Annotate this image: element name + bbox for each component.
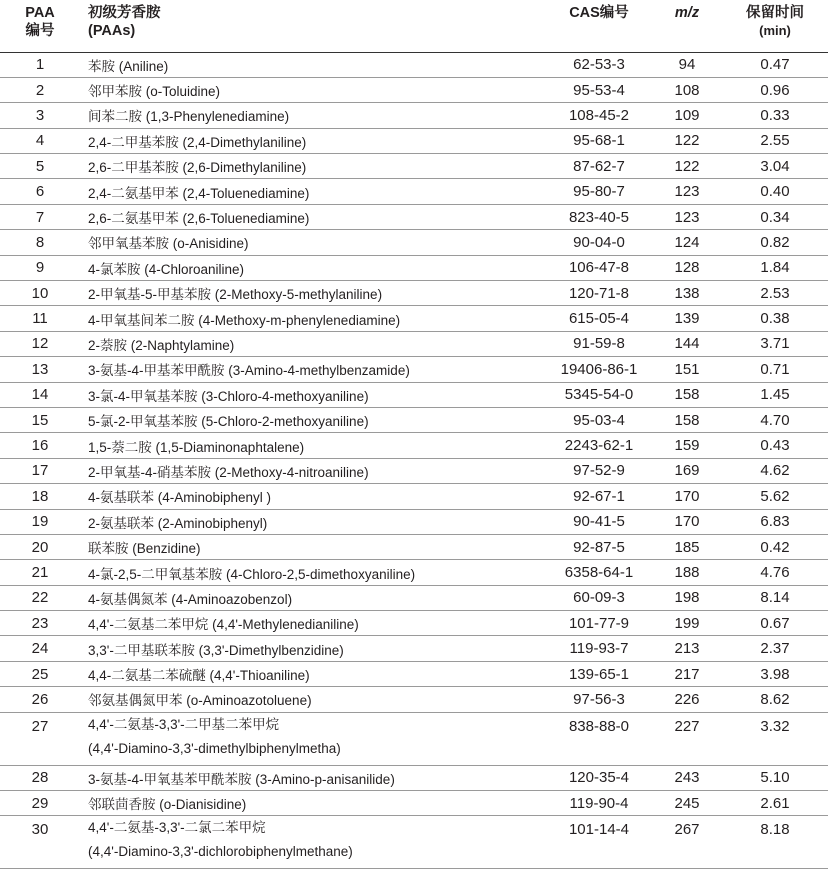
compound-name-cell xyxy=(80,230,546,255)
compound-name-line1: 1,5-萘二胺 (1,5-Diaminonaphtalene) xyxy=(88,439,305,455)
compound-name-line1: 5-氯-2-甲氧基苯胺 (5-Chloro-2-methoxyaniline) xyxy=(88,414,369,430)
compound-name-line1: 4-甲氧基间苯二胺 (4-Methoxy-m-phenylenediamine) xyxy=(88,312,401,328)
table-row xyxy=(0,52,828,77)
table-row xyxy=(0,230,828,255)
retention-time-cell: 4.62 xyxy=(722,458,828,483)
compound-name-cell xyxy=(80,712,546,765)
paa-number-cell: 2 xyxy=(0,77,80,102)
retention-time-cell: 0.71 xyxy=(722,357,828,382)
paa-number-cell: 15 xyxy=(0,407,80,432)
compound-name-line1: 2,4-二甲基苯胺 (2,4-Dimethylaniline) xyxy=(88,134,307,150)
compound-name-line1: 邻联茴香胺 (o-Dianisidine) xyxy=(88,797,247,813)
cas-number-cell: 60-09-3 xyxy=(546,585,652,610)
cas-number-cell: 106-47-8 xyxy=(546,255,652,280)
compound-name-line1: 3,3'-二甲基联苯胺 (3,3'-Dimethylbenzidine) xyxy=(88,642,344,658)
paa-number-cell: 29 xyxy=(0,791,80,816)
paa-number-cell: 24 xyxy=(0,636,80,661)
mz-cell: 185 xyxy=(652,534,722,559)
mz-cell: 108 xyxy=(652,77,722,102)
table-row xyxy=(0,154,828,179)
table-row xyxy=(0,712,828,765)
compound-name-cell xyxy=(80,560,546,585)
retention-time-cell: 5.62 xyxy=(722,484,828,509)
retention-time-cell: 0.33 xyxy=(722,103,828,128)
retention-time-cell: 0.42 xyxy=(722,534,828,559)
compound-name-line1: 4,4-二氨基二苯硫醚 (4,4'-Thioaniline) xyxy=(88,668,310,684)
mz-cell: 188 xyxy=(652,560,722,585)
compound-name-line1: 2,4-二氨基甲苯 (2,4-Toluenediamine) xyxy=(88,185,310,201)
compound-name-line1: 2-甲氧基-4-硝基苯胺 (2-Methoxy-4-nitroaniline) xyxy=(88,464,369,480)
cas-number-cell: 823-40-5 xyxy=(546,204,652,229)
retention-time-cell: 2.55 xyxy=(722,128,828,153)
table-row xyxy=(0,765,828,790)
header-name-line2: (PAAs) xyxy=(88,23,136,39)
compound-name-cell xyxy=(80,534,546,559)
retention-time-cell: 2.37 xyxy=(722,636,828,661)
table-header xyxy=(0,0,828,52)
table-row xyxy=(0,331,828,356)
mz-cell: 226 xyxy=(652,687,722,712)
compound-name-line1: 联苯胺 (Benzidine) xyxy=(88,541,201,557)
cas-number-cell: 87-62-7 xyxy=(546,154,652,179)
compound-name-line1: 4,4'-二氨基二苯甲烷 (4,4'-Methylenedianiline) xyxy=(88,617,359,633)
paa-number-cell: 7 xyxy=(0,204,80,229)
compound-name-cell xyxy=(80,281,546,306)
compound-name-cell xyxy=(80,687,546,712)
compound-name-line2: (4,4'-Diamino-3,3'-dichlorobiphenylmethane) xyxy=(88,844,353,860)
retention-time-cell: 0.34 xyxy=(722,204,828,229)
compound-name-line1: 间苯二胺 (1,3-Phenylenediamine) xyxy=(88,109,290,125)
retention-time-cell: 3.04 xyxy=(722,154,828,179)
paa-number-cell: 4 xyxy=(0,128,80,153)
mz-cell: 144 xyxy=(652,331,722,356)
table-row xyxy=(0,661,828,686)
table-row xyxy=(0,357,828,382)
compound-name-line1: 3-氨基-4-甲氧基苯甲酰苯胺 (3-Amino-p-anisanilide) xyxy=(88,771,395,787)
table-row xyxy=(0,791,828,816)
compound-name-cell xyxy=(80,357,546,382)
retention-time-cell: 1.84 xyxy=(722,255,828,280)
cas-number-cell: 838-88-0 xyxy=(546,712,652,765)
retention-time-cell: 8.14 xyxy=(722,585,828,610)
paa-number-cell: 18 xyxy=(0,484,80,509)
table-row xyxy=(0,204,828,229)
header-paa-line1: PAA xyxy=(25,5,55,21)
compound-name-cell xyxy=(80,154,546,179)
header-name-line1: 初级芳香胺 xyxy=(88,5,161,21)
table-row xyxy=(0,382,828,407)
mz-cell: 124 xyxy=(652,230,722,255)
cas-number-cell: 95-03-4 xyxy=(546,407,652,432)
paa-number-cell: 21 xyxy=(0,560,80,585)
paa-number-cell: 16 xyxy=(0,433,80,458)
paa-number-cell: 9 xyxy=(0,255,80,280)
table-row xyxy=(0,636,828,661)
retention-time-cell: 0.38 xyxy=(722,306,828,331)
cas-number-cell: 120-35-4 xyxy=(546,765,652,790)
header-mz-label: m/z xyxy=(674,5,700,21)
compound-name-line1: 4-氨基偶氮苯 (4-Aminoazobenzol) xyxy=(88,591,293,607)
paa-number-cell: 30 xyxy=(0,816,80,869)
compound-name-line1: 3-氯-4-甲氧基苯胺 (3-Chloro-4-methoxyaniline) xyxy=(88,388,369,404)
mz-cell: 170 xyxy=(652,484,722,509)
compound-name-line1: 2-甲氧基-5-甲基苯胺 (2-Methoxy-5-methylaniline) xyxy=(88,287,383,303)
paa-number-cell: 12 xyxy=(0,331,80,356)
cas-number-cell: 90-04-0 xyxy=(546,230,652,255)
cas-number-cell: 62-53-3 xyxy=(546,52,652,77)
retention-time-cell: 3.98 xyxy=(722,661,828,686)
compound-name-cell xyxy=(80,52,546,77)
compound-name-cell xyxy=(80,382,546,407)
table-row xyxy=(0,255,828,280)
retention-time-cell: 1.45 xyxy=(722,382,828,407)
cas-number-cell: 90-41-5 xyxy=(546,509,652,534)
cas-number-cell: 95-68-1 xyxy=(546,128,652,153)
compound-name-line1: 邻甲苯胺 (o-Toluidine) xyxy=(88,84,221,100)
compound-name-cell xyxy=(80,255,546,280)
compound-name-cell xyxy=(80,484,546,509)
table-row xyxy=(0,128,828,153)
mz-cell: 169 xyxy=(652,458,722,483)
compound-name-line1: 4,4'-二氨基-3,3'-二氯二苯甲烷 xyxy=(88,820,266,836)
mz-cell: 123 xyxy=(652,179,722,204)
mz-cell: 267 xyxy=(652,816,722,869)
paa-number-cell: 26 xyxy=(0,687,80,712)
table-row xyxy=(0,509,828,534)
header-paa-number xyxy=(0,0,80,52)
paa-number-cell: 13 xyxy=(0,357,80,382)
table-row xyxy=(0,687,828,712)
paa-number-cell: 14 xyxy=(0,382,80,407)
mz-cell: 227 xyxy=(652,712,722,765)
cas-number-cell: 19406-86-1 xyxy=(546,357,652,382)
header-cas-label: CAS编号 xyxy=(569,5,629,21)
compound-name-line2: (4,4'-Diamino-3,3'-dimethylbiphenylmetha) xyxy=(88,740,341,756)
table-row xyxy=(0,179,828,204)
table-row xyxy=(0,306,828,331)
header-row xyxy=(0,0,828,52)
paa-number-cell: 8 xyxy=(0,230,80,255)
header-rt-line2: (min) xyxy=(759,23,791,38)
paa-number-cell: 1 xyxy=(0,52,80,77)
header-compound-name xyxy=(80,0,546,52)
mz-cell: 170 xyxy=(652,509,722,534)
paa-number-cell: 25 xyxy=(0,661,80,686)
cas-number-cell: 5345-54-0 xyxy=(546,382,652,407)
mz-cell: 109 xyxy=(652,103,722,128)
cas-number-cell: 615-05-4 xyxy=(546,306,652,331)
table-row xyxy=(0,433,828,458)
mz-cell: 138 xyxy=(652,281,722,306)
table-row xyxy=(0,77,828,102)
compound-name-line1: 邻氨基偶氮甲苯 (o-Aminoazotoluene) xyxy=(88,693,312,709)
compound-name-line1: 2,6-二甲基苯胺 (2,6-Dimethylaniline) xyxy=(88,160,307,176)
paa-number-cell: 22 xyxy=(0,585,80,610)
retention-time-cell: 8.18 xyxy=(722,816,828,869)
compound-name-line1: 3-氨基-4-甲基苯甲酰胺 (3-Amino-4-methylbenzamide) xyxy=(88,363,410,379)
cas-number-cell: 108-45-2 xyxy=(546,103,652,128)
compound-name-cell xyxy=(80,636,546,661)
retention-time-cell: 2.53 xyxy=(722,281,828,306)
compound-name-cell xyxy=(80,509,546,534)
compound-name-line1: 4-氨基联苯 (4-Aminobiphenyl ) xyxy=(88,490,272,506)
retention-time-cell: 0.67 xyxy=(722,611,828,636)
paa-number-cell: 5 xyxy=(0,154,80,179)
cas-number-cell: 95-53-4 xyxy=(546,77,652,102)
cas-number-cell: 101-14-4 xyxy=(546,816,652,869)
paa-number-cell: 6 xyxy=(0,179,80,204)
compound-name-cell xyxy=(80,204,546,229)
mz-cell: 213 xyxy=(652,636,722,661)
compound-name-cell xyxy=(80,77,546,102)
table-row xyxy=(0,534,828,559)
paa-number-cell: 3 xyxy=(0,103,80,128)
mz-cell: 94 xyxy=(652,52,722,77)
retention-time-cell: 0.40 xyxy=(722,179,828,204)
header-rt-line1: 保留时间 xyxy=(746,5,804,21)
retention-time-cell: 4.70 xyxy=(722,407,828,432)
table-row xyxy=(0,484,828,509)
retention-time-cell: 4.76 xyxy=(722,560,828,585)
compound-name-line1: 4-氯苯胺 (4-Chloroaniline) xyxy=(88,261,245,277)
compound-name-line1: 2-氨基联苯 (2-Aminobiphenyl) xyxy=(88,515,268,531)
mz-cell: 243 xyxy=(652,765,722,790)
cas-number-cell: 97-52-9 xyxy=(546,458,652,483)
table-row xyxy=(0,816,828,869)
cas-number-cell: 119-90-4 xyxy=(546,791,652,816)
compound-name-cell xyxy=(80,611,546,636)
cas-number-cell: 97-56-3 xyxy=(546,687,652,712)
mz-cell: 122 xyxy=(652,128,722,153)
header-retention-time xyxy=(722,0,828,52)
retention-time-cell: 2.61 xyxy=(722,791,828,816)
header-cas-number xyxy=(546,0,652,52)
compound-name-cell xyxy=(80,661,546,686)
paa-number-cell: 27 xyxy=(0,712,80,765)
retention-time-cell: 0.43 xyxy=(722,433,828,458)
table-row xyxy=(0,611,828,636)
table-row xyxy=(0,407,828,432)
table-body xyxy=(0,52,828,869)
paa-number-cell: 28 xyxy=(0,765,80,790)
compound-name-cell xyxy=(80,128,546,153)
cas-number-cell: 139-65-1 xyxy=(546,661,652,686)
compound-name-line1: 4-氯-2,5-二甲氧基苯胺 (4-Chloro-2,5-dimethoxyaniline) xyxy=(88,566,416,582)
retention-time-cell: 3.71 xyxy=(722,331,828,356)
paa-number-cell: 17 xyxy=(0,458,80,483)
mz-cell: 128 xyxy=(652,255,722,280)
compound-name-cell xyxy=(80,816,546,869)
cas-number-cell: 2243-62-1 xyxy=(546,433,652,458)
mz-cell: 199 xyxy=(652,611,722,636)
compound-name-cell xyxy=(80,103,546,128)
cas-number-cell: 101-77-9 xyxy=(546,611,652,636)
header-mz xyxy=(652,0,722,52)
compound-name-cell xyxy=(80,458,546,483)
cas-number-cell: 92-87-5 xyxy=(546,534,652,559)
mz-cell: 198 xyxy=(652,585,722,610)
cas-number-cell: 120-71-8 xyxy=(546,281,652,306)
mz-cell: 151 xyxy=(652,357,722,382)
paa-number-cell: 23 xyxy=(0,611,80,636)
cas-number-cell: 92-67-1 xyxy=(546,484,652,509)
table-row xyxy=(0,560,828,585)
mz-cell: 159 xyxy=(652,433,722,458)
mz-cell: 139 xyxy=(652,306,722,331)
table-row xyxy=(0,585,828,610)
retention-time-cell: 6.83 xyxy=(722,509,828,534)
compound-name-cell xyxy=(80,791,546,816)
mz-cell: 123 xyxy=(652,204,722,229)
retention-time-cell: 8.62 xyxy=(722,687,828,712)
retention-time-cell: 0.47 xyxy=(722,52,828,77)
paa-number-cell: 11 xyxy=(0,306,80,331)
retention-time-cell: 3.32 xyxy=(722,712,828,765)
mz-cell: 245 xyxy=(652,791,722,816)
cas-number-cell: 91-59-8 xyxy=(546,331,652,356)
mz-cell: 217 xyxy=(652,661,722,686)
cas-number-cell: 6358-64-1 xyxy=(546,560,652,585)
table-row xyxy=(0,458,828,483)
compound-name-cell xyxy=(80,765,546,790)
compound-name-cell xyxy=(80,433,546,458)
retention-time-cell: 0.82 xyxy=(722,230,828,255)
table-row xyxy=(0,281,828,306)
retention-time-cell: 0.96 xyxy=(722,77,828,102)
compound-name-cell xyxy=(80,331,546,356)
table-row xyxy=(0,103,828,128)
paa-number-cell: 20 xyxy=(0,534,80,559)
compound-name-cell xyxy=(80,306,546,331)
compound-name-cell xyxy=(80,407,546,432)
paa-number-cell: 10 xyxy=(0,281,80,306)
compound-name-line1: 4,4'-二氨基-3,3'-二甲基二苯甲烷 xyxy=(88,716,280,732)
compound-name-line1: 2-萘胺 (2-Naphtylamine) xyxy=(88,337,235,353)
mz-cell: 158 xyxy=(652,382,722,407)
cas-number-cell: 95-80-7 xyxy=(546,179,652,204)
mz-cell: 122 xyxy=(652,154,722,179)
paa-number-cell: 19 xyxy=(0,509,80,534)
compound-name-line1: 苯胺 (Aniline) xyxy=(88,58,169,74)
header-paa-line2: 编号 xyxy=(25,23,55,39)
compound-name-line1: 2,6-二氨基甲苯 (2,6-Toluenediamine) xyxy=(88,211,310,227)
mz-cell: 158 xyxy=(652,407,722,432)
compound-name-cell xyxy=(80,179,546,204)
compound-name-cell xyxy=(80,585,546,610)
retention-time-cell: 5.10 xyxy=(722,765,828,790)
compound-name-line1: 邻甲氧基苯胺 (o-Anisidine) xyxy=(88,236,249,252)
cas-number-cell: 119-93-7 xyxy=(546,636,652,661)
